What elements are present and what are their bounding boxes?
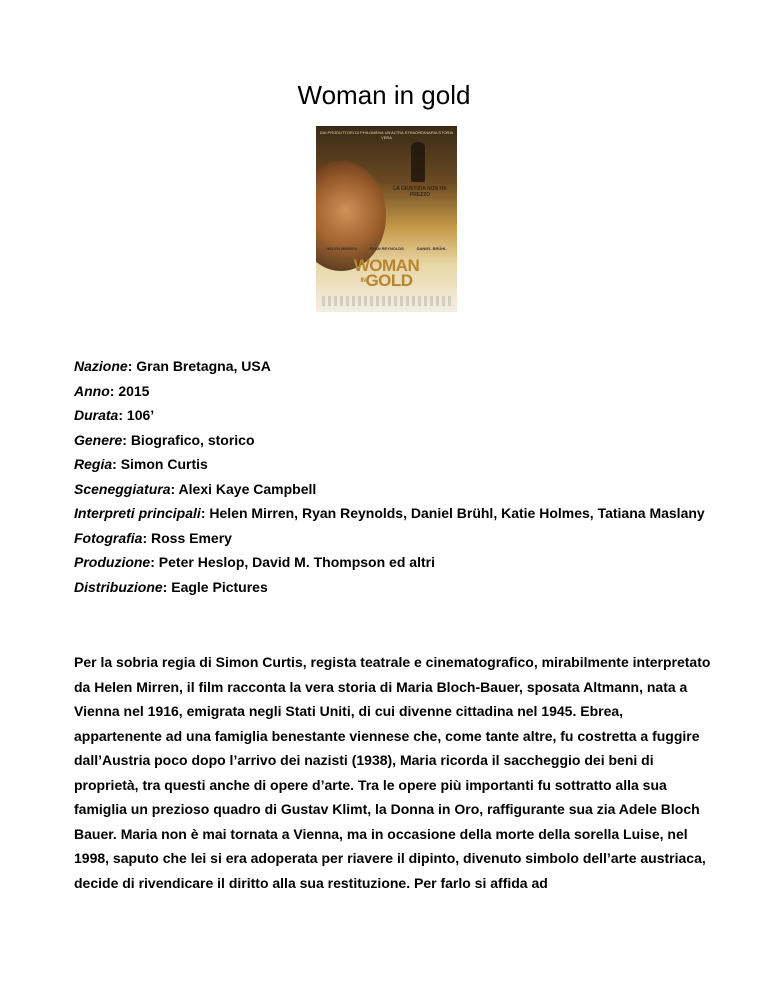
fact-value: Eagle Pictures <box>171 578 268 595</box>
poster-logo-in: IN <box>360 278 366 285</box>
poster-cast-name: HELEN MIRREN <box>326 246 357 251</box>
fact-interpreti: Interpreti principali: Helen Mirren, Ryan Reynolds, Daniel Brühl, Katie Holmes, Tatiana Maslany <box>74 505 705 521</box>
fact-label: Regia <box>74 456 113 472</box>
fact-value: Alexi Kaye Campbell <box>178 480 317 497</box>
poster-logo-line2: GOLD <box>365 271 413 290</box>
poster-cast-name: RYAN REYNOLDS <box>369 246 404 251</box>
fact-value: Helen Mirren, Ryan Reynolds, Daniel Brühl, Katie Holmes, Tatiana Maslany <box>209 505 705 521</box>
fact-produzione: Produzione: Peter Heslop, David M. Thompson ed altri <box>74 554 435 570</box>
poster-quote: LA GIUSTIZIA NON HA PREZZO <box>393 186 447 198</box>
poster-logo-line1: WOMAN <box>353 256 420 275</box>
fact-value: Biografico, storico <box>130 431 255 448</box>
page-title: Woman in gold <box>297 80 471 110</box>
fact-value: 106’ <box>126 407 155 423</box>
fact-regia: Regia: Simon Curtis <box>74 456 208 472</box>
poster-logo <box>316 258 457 289</box>
fact-value: Gran Bretagna, USA <box>136 358 271 374</box>
film-facts-list <box>74 354 714 599</box>
poster-face-graphic <box>316 161 386 271</box>
fact-label: Genere <box>74 431 123 448</box>
movie-poster-image <box>316 126 457 312</box>
fact-label: Anno <box>74 382 110 399</box>
review-paragraph: Per la sobria regia di Simon Curtis, regista teatrale e cinematografico, mirabilmente interpretato da Helen Mirren, il film racconta la vera storia di Maria Bloch-Bauer, sposata Altmann, nata a Vienna nel 1916, emigrata negli Stati Uniti, di cui divenne cittadina nel 1945. Ebrea, appartenente ad una famiglia benestante viennese che, come tante altre, fu costretta a fuggire dall’Austria poco dopo l’arrivo dei nazisti (1938), Maria ricorda il saccheggio dei beni di proprietà, tra questi anche di opere d’arte. Tra le opere più importanti fu sottratto alla sua famiglia un prezioso quadro di Gustav Klimt, la Donna in Oro, raffigurante sua zia Adele Bloch Bauer. Maria non è mai tornata a Vienna, ma in occasione della morte della sorella Luise, nel 1998, saputo che lei si era adoperata per riavere il dipinto, divenuto simbolo dell’arte austriaca, decide di rivendicare il diritto alla sua restituzione. Per farlo si affida ad <box>74 654 711 891</box>
fact-anno: Anno: 2015 <box>74 382 150 399</box>
fact-durata: Durata: 106’ <box>74 407 155 423</box>
fact-value: Ross Emery <box>151 529 232 546</box>
poster-tagline: DAI PRODUTTORI DI PHILOMENA UN'ALTRA STRAORDINARIA STORIA VERA <box>319 130 454 140</box>
fact-distribuzione: Distribuzione: Eagle Pictures <box>74 578 268 595</box>
poster-credits-block <box>322 296 451 306</box>
fact-label: Interpreti principali <box>74 505 201 521</box>
fact-label: Produzione <box>74 554 151 570</box>
fact-value: 2015 <box>118 382 150 399</box>
fact-label: Nazione <box>74 358 128 374</box>
poster-cast-names <box>320 246 453 251</box>
fact-genere: Genere: Biografico, storico <box>74 431 255 448</box>
fact-fotografia: Fotografia: Ross Emery <box>74 529 232 546</box>
fact-nazione: Nazione: Gran Bretagna, USA <box>74 358 271 374</box>
fact-value: Simon Curtis <box>120 456 208 472</box>
poster-figures-graphic <box>411 142 425 182</box>
fact-label: Fotografia <box>74 529 143 546</box>
fact-value: Peter Heslop, David M. Thompson ed altri <box>158 554 435 570</box>
fact-label: Distribuzione <box>74 578 163 595</box>
fact-label: Sceneggiatura <box>74 480 171 497</box>
fact-sceneggiatura: Sceneggiatura: Alexi Kaye Campbell <box>74 480 317 497</box>
poster-cast-name: DANIEL BRÜHL <box>416 246 447 251</box>
fact-label: Durata <box>74 407 119 423</box>
